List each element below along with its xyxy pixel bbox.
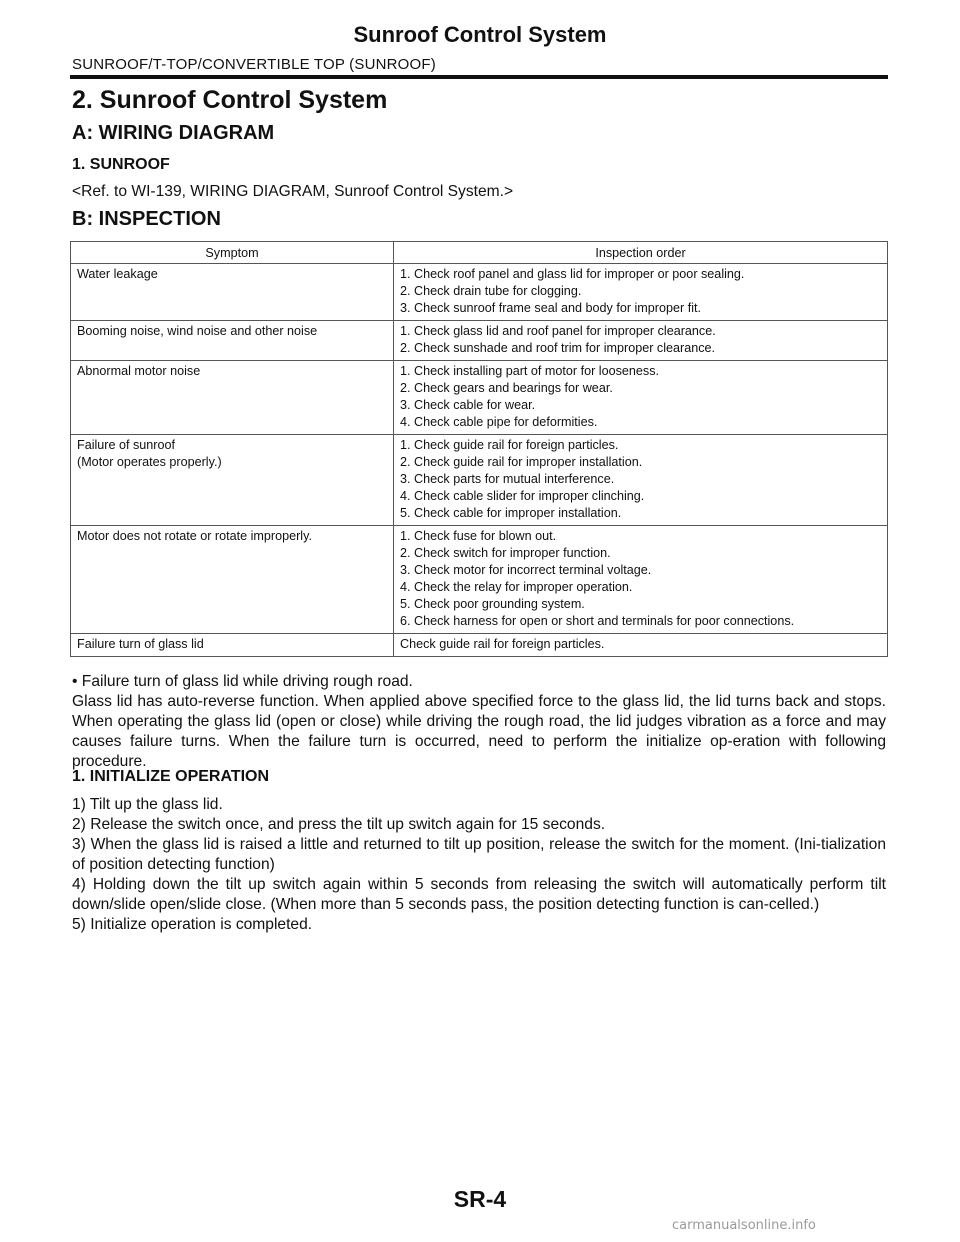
inspection-step: Check guide rail for foreign particles. xyxy=(400,637,605,651)
inspection-step: 3. Check sunroof frame seal and body for improper fit. xyxy=(400,301,701,315)
table-header-row xyxy=(71,242,888,264)
header-title: Sunroof Control System xyxy=(353,22,607,47)
inspection-step: 2. Check guide rail for improper installation. xyxy=(400,455,643,469)
wiring-heading: A: WIRING DIAGRAM xyxy=(72,122,275,144)
symptom-text: Failure turn of glass lid xyxy=(77,637,204,651)
initialize-step: 1) Tilt up the glass lid. xyxy=(72,796,223,813)
inspection-step: 2. Check gears and bearings for wear. xyxy=(400,381,613,395)
inspection-step: 4. Check the relay for improper operation. xyxy=(400,580,633,594)
symptom-cell xyxy=(71,321,394,361)
header-subtitle: SUNROOF/T-TOP/CONVERTIBLE TOP (SUNROOF) xyxy=(72,56,436,73)
page-number: SR-4 xyxy=(453,1186,507,1212)
table-row xyxy=(71,264,888,321)
inspection-step: 1. Check glass lid and roof panel for improper clearance. xyxy=(400,324,716,338)
symptom-cell xyxy=(71,435,394,526)
column-header-symptom: Symptom xyxy=(71,242,394,264)
initialize-step: 3) When the glass lid is raised a little and returned to tilt up position, release the switch for the moment. (Ini-tialization of position detecting function) xyxy=(72,836,886,873)
inspection-table xyxy=(70,241,888,657)
inspection-order-cell xyxy=(394,634,888,657)
initialize-heading: 1. INITIALIZE OPERATION xyxy=(72,768,270,785)
symptom-cell xyxy=(71,526,394,634)
column-header-inspection-order: Inspection order xyxy=(394,242,888,264)
table-row xyxy=(71,526,888,634)
symptom-text: Motor does not rotate or rotate improperly. xyxy=(77,529,312,543)
inspection-step: 1. Check installing part of motor for looseness. xyxy=(400,364,659,378)
initialize-step: 4) Holding down the tilt up switch again within 5 seconds from releasing the switch will automatically perform tilt down/slide open/slide close. (When more than 5 seconds pass, the position detecting function is can-celled.) xyxy=(72,876,886,913)
inspection-step: 2. Check sunshade and roof trim for improper clearance. xyxy=(400,341,715,355)
inspection-step: 2. Check drain tube for clogging. xyxy=(400,284,582,298)
symptom-cell xyxy=(71,361,394,435)
symptom-text: Failure of sunroof xyxy=(77,438,176,452)
inspection-order-cell xyxy=(394,264,888,321)
table-row xyxy=(71,361,888,435)
inspection-step: 2. Check switch for improper function. xyxy=(400,546,611,560)
symptom-text: (Motor operates properly.) xyxy=(77,455,222,469)
inspection-table-body xyxy=(71,264,888,657)
inspection-step: 5. Check cable for improper installation. xyxy=(400,506,622,520)
inspection-step: 5. Check poor grounding system. xyxy=(400,597,585,611)
sunroof-subheading: 1. SUNROOF xyxy=(72,156,170,173)
table-row xyxy=(71,435,888,526)
initialize-step: 2) Release the switch once, and press the tilt up switch again for 15 seconds. xyxy=(72,816,606,833)
inspection-order-cell xyxy=(394,321,888,361)
inspection-step: 4. Check cable pipe for deformities. xyxy=(400,415,598,429)
symptom-cell xyxy=(71,264,394,321)
symptom-cell xyxy=(71,634,394,657)
symptom-text: Water leakage xyxy=(77,267,158,281)
symptom-text: Booming noise, wind noise and other noise xyxy=(77,324,318,338)
inspection-step: 3. Check motor for incorrect terminal voltage. xyxy=(400,563,652,577)
wiring-reference: <Ref. to WI-139, WIRING DIAGRAM, Sunroof Control System.> xyxy=(72,183,514,200)
inspection-step: 4. Check cable slider for improper clinching. xyxy=(400,489,645,503)
auto-reverse-paragraph: Glass lid has auto-reverse function. When applied above specified force to the glass lid, the lid turns back and stops. When operating the glass lid (open or close) while driving the rough road, the lid judges vibration as a force and may causes failure turns. When the failure turn is occurred, need to perform the initialize op-eration with following procedure. xyxy=(72,693,886,770)
initialize-step: 5) Initialize operation is completed. xyxy=(72,916,313,933)
section-title: 2. Sunroof Control System xyxy=(72,86,388,114)
initialize-steps xyxy=(72,795,886,935)
inspection-step: 1. Check fuse for blown out. xyxy=(400,529,557,543)
header-rule xyxy=(70,75,888,79)
bullet-note: • Failure turn of glass lid while driving rough road. xyxy=(72,673,413,690)
inspection-heading: B: INSPECTION xyxy=(72,208,221,230)
inspection-step: 6. Check harness for open or short and terminals for poor connections. xyxy=(400,614,795,628)
table-row xyxy=(71,634,888,657)
inspection-step: 3. Check cable for wear. xyxy=(400,398,536,412)
inspection-step: 3. Check parts for mutual interference. xyxy=(400,472,615,486)
inspection-order-cell xyxy=(394,435,888,526)
inspection-order-cell xyxy=(394,361,888,435)
table-row xyxy=(71,321,888,361)
symptom-text: Abnormal motor noise xyxy=(77,364,201,378)
watermark: carmanualsonline.info xyxy=(672,1218,816,1233)
inspection-order-cell xyxy=(394,526,888,634)
inspection-step: 1. Check guide rail for foreign particles. xyxy=(400,438,619,452)
inspection-step: 1. Check roof panel and glass lid for improper or poor sealing. xyxy=(400,267,745,281)
